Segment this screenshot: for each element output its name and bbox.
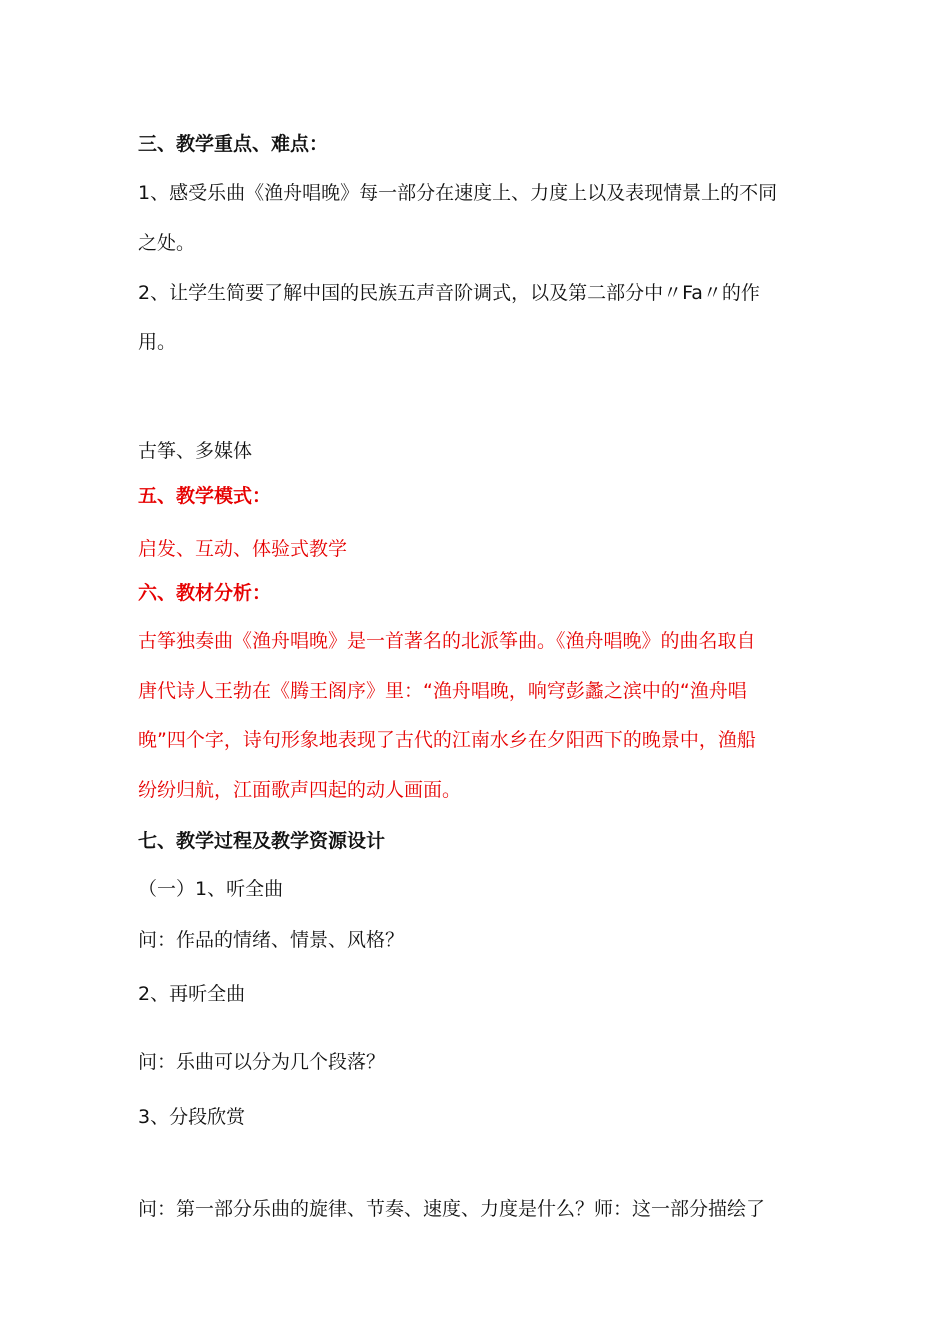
section-5-body: 启发、互动、体验式教学 (138, 538, 348, 560)
section-6-line-1: 古筝独奏曲《渔舟唱晚》是一首著名的北派筝曲。《渔舟唱晚》的曲名取自 (138, 630, 756, 652)
section-3-item-1-line-2: 之处。 (138, 232, 196, 254)
section-6-heading: 六、教材分析： (138, 582, 272, 604)
section-3-item-2-line-2: 用。 (138, 331, 177, 353)
section-7-step-2: 2、再听全曲 (138, 983, 246, 1005)
resources-text: 古筝、多媒体 (138, 440, 253, 462)
section-6-line-4: 纷纷归航，江面歌声四起的动人画面。 (138, 779, 462, 801)
section-3-item-1-line-1: 1、感受乐曲《渔舟唱晚》每一部分在速度上、力度上以及表现情景上的不同 (138, 182, 778, 204)
section-5-heading: 五、教学模式： (138, 485, 272, 507)
section-6-line-2: 唐代诗人王勃在《腾王阁序》里：“渔舟唱晚，响穹彭蠡之滨中的“渔舟唱 (138, 680, 747, 702)
section-7-question-2: 问：乐曲可以分为几个段落？ (138, 1051, 386, 1073)
section-7-step-3: 3、分段欣赏 (138, 1106, 246, 1128)
section-7-question-1: 问：作品的情绪、情景、风格？ (138, 929, 405, 951)
section-3-item-2-line-1: 2、让学生简要了解中国的民族五声音阶调式，以及第二部分中〃Fa〃的作 (138, 282, 760, 304)
section-7-question-3: 问：第一部分乐曲的旋律、节奏、速度、力度是什么？师：这一部分描绘了 (138, 1198, 766, 1220)
section-3-heading: 三、教学重点、难点： (138, 133, 329, 155)
section-7-heading: 七、教学过程及教学资源设计 (138, 830, 386, 852)
section-6-line-3: 晚”四个字，诗句形象地表现了古代的江南水乡在夕阳西下的晚景中，渔船 (138, 729, 756, 751)
section-7-step-1: （一）1、听全曲 (138, 878, 284, 900)
